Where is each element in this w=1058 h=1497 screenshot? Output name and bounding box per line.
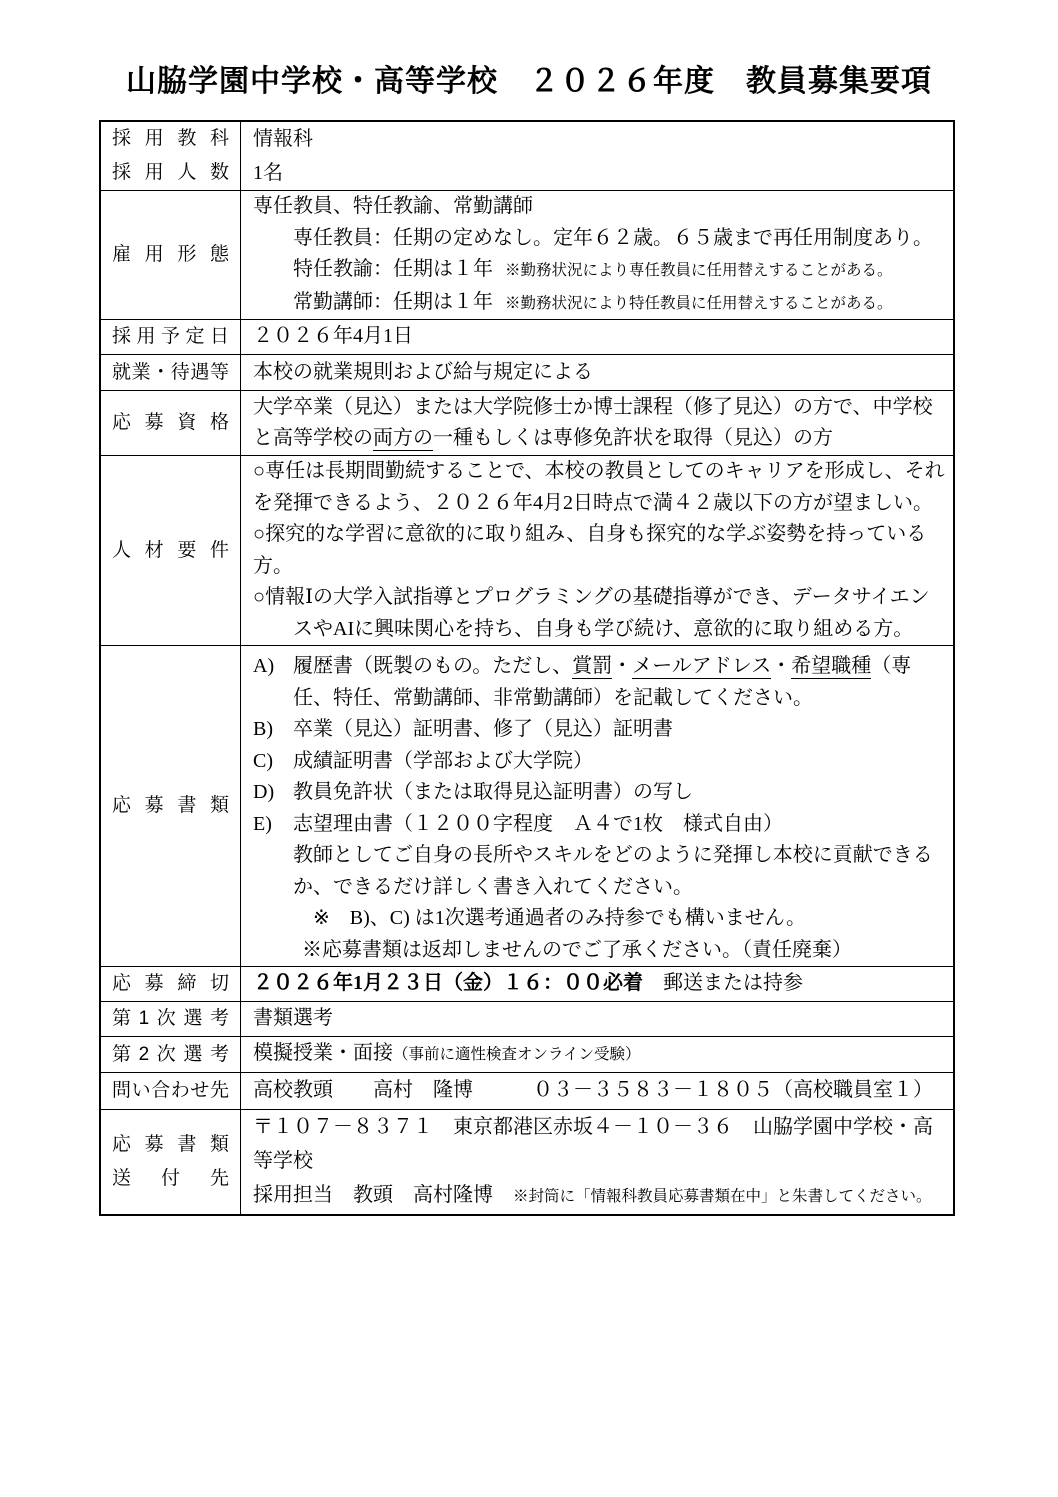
document-item-e (253, 809, 945, 967)
item-d-text: 教員免許状（または取得見込証明書）の写し (293, 781, 693, 803)
row-requirements (101, 455, 953, 645)
employment-line2: 専任教員：任期の定めなし。定年６２歳。６５歳まで再任用制度あり。 (293, 226, 933, 249)
item-e-main: 志望理由書（１２００字程度 Ａ４で1枚 様式自由） (293, 812, 783, 835)
second-screening-main: 模擬授業・面接 (253, 1042, 393, 1065)
item-d-marker: D) (253, 781, 275, 803)
item-a-part2: （専任、特任、常勤講師、非常勤講師）を記載してください。 (293, 655, 912, 709)
start-date-value: ２０２６年4月1日 (253, 325, 413, 348)
requirements-item3: ○情報Ⅰの大学入試指導とプログラミングの基礎指導ができ、データサイエンスやAIに興味関心を持ち、自身も学び続け、意欲的に取り組める方。 (253, 586, 930, 640)
item-a-underline3: 希望職種 (791, 655, 872, 677)
row-first-screening (101, 1001, 953, 1036)
item-a-underline1: 賞罰 (572, 655, 613, 677)
row-qualification (101, 390, 953, 455)
row-value-cell (241, 391, 953, 455)
employment-line4-note: ※勤務状況により特任教員に任用替えすることがある。 (505, 294, 893, 312)
row-value-cell (241, 320, 953, 354)
subject-label: 採用教科 (112, 128, 229, 149)
item-a-sep1: ・ (612, 655, 633, 677)
subject-value: 情報科 (253, 128, 313, 150)
row-label-cell (101, 1037, 241, 1072)
document-item-c (253, 746, 945, 778)
employment-line3-note: ※勤務状況により専任教員に任用替えすることがある。 (505, 262, 893, 279)
row-start-date (101, 319, 953, 354)
qualification-part1: 大学卒業（見込）または大学院修士か博士課程（修了見込）の方で、中学校と高等学校の (253, 395, 933, 449)
row-value-cell (241, 646, 953, 966)
item-e-note3: ※応募書類は返却しませんのでご了承ください。（責任廃棄） (302, 938, 852, 961)
row-value-cell (241, 1110, 953, 1214)
item-e-note2: ※ B)、C) は1次選考通過者のみ持参でも構いません。 (313, 907, 806, 929)
qualification-underlined: 両方の (373, 427, 433, 449)
requirements-item1: ○専任は長期間勤続することで、本校の教員としてのキャリアを形成し、それを発揮できるよう、２０２６年4月2日時点で満４２歳以下の方が望ましい。 (253, 460, 945, 514)
item-a-sep2: ・ (771, 655, 792, 677)
requirements-label: 人材要件 (112, 539, 229, 561)
documents-label: 応募書類 (112, 795, 229, 816)
row-label-cell (101, 391, 241, 455)
work-terms-label: 就業・待遇等 (112, 361, 229, 383)
row-value-cell (241, 355, 953, 390)
item-a-marker: A) (253, 655, 275, 677)
contact-label: 問い合わせ先 (112, 1080, 229, 1101)
deadline-label: 応募締切 (112, 973, 229, 994)
item-a-part1: 履歴書（既製のもの。ただし、 (293, 655, 573, 677)
document-item-b (253, 714, 945, 746)
start-date-label: 採用予定日 (112, 326, 229, 347)
first-screening-value: 書類選考 (253, 1007, 333, 1030)
send-to-address: 〒１０７－８３７１ 東京都港区赤坂４－１０－３６ 山脇学園中学校・高等学校 (253, 1116, 933, 1172)
first-screening-label: 第1次選考 (112, 1008, 229, 1029)
item-e-note1: 教師としてご自身の長所やスキルをどのように発揮し本校に貢献できるか、できるだけ詳しく書き入れてください。 (293, 844, 933, 898)
row-send-to (101, 1109, 953, 1214)
second-screening-note: （事前に適性検査オンライン受験） (393, 1046, 641, 1064)
requirements-item2: ○探究的な学習に意欲的に取り組み、自身も探究的な学ぶ姿勢を持っている方。 (253, 523, 927, 577)
item-a-underline2: メールアドレス (632, 655, 772, 677)
qualification-part3: 一種もしくは専修免許状を取得（見込）の方 (433, 427, 833, 449)
row-value-cell (241, 967, 953, 1001)
send-to-recipient-note: ※封筒に「情報科教員応募書類在中」と朱書してください。 (513, 1188, 932, 1205)
qualification-text (253, 392, 945, 455)
row-documents (101, 645, 953, 966)
deadline-normal: 郵送または持参 (663, 972, 803, 995)
row-value-cell (241, 191, 953, 319)
row-subject-headcount (101, 122, 953, 190)
row-deadline (101, 966, 953, 1001)
document-item-d (253, 777, 945, 809)
item-b-text: 卒業（見込）証明書、修了（見込）証明書 (293, 718, 673, 740)
employment-line4-main: 常勤講師：任期は１年 (293, 290, 493, 313)
row-label-cell (101, 1073, 241, 1109)
row-label-cell (101, 191, 241, 319)
row-label-cell (101, 320, 241, 354)
send-to-recipient-main: 採用担当 教頭 高村隆博 (253, 1184, 513, 1206)
row-label-cell (101, 456, 241, 645)
row-second-screening (101, 1036, 953, 1072)
employment-line4 (253, 287, 945, 320)
item-b-marker: B) (253, 718, 273, 740)
employment-line3-main: 特任教諭：任期は１年 (293, 258, 493, 280)
recruitment-table (99, 120, 955, 1216)
second-screening-label: 第2次選考 (112, 1043, 229, 1065)
row-value-cell (241, 1037, 953, 1072)
send-to-label-line2: 送付先 (112, 1168, 229, 1189)
document-item-a (253, 651, 945, 714)
item-e-marker: E) (253, 812, 272, 835)
row-value-cell (241, 1002, 953, 1036)
row-employment-type (101, 190, 953, 319)
row-value-cell (241, 456, 953, 645)
row-value-cell (241, 1073, 953, 1109)
row-label-cell (101, 122, 241, 190)
row-work-terms (101, 354, 953, 390)
item-c-marker: C) (253, 749, 273, 772)
employment-label: 雇用形態 (112, 244, 229, 265)
deadline-bold: ２０２６年1月２３日（金）１６：００必着 (253, 972, 643, 995)
row-value-cell (241, 122, 953, 190)
row-contact (101, 1072, 953, 1109)
employment-line3 (253, 254, 945, 287)
item-e-text (293, 809, 945, 967)
headcount-value: 1名 (253, 162, 283, 184)
send-to-label-line1: 応募書類 (112, 1134, 229, 1155)
row-label-cell (101, 1002, 241, 1036)
row-label-cell (101, 355, 241, 390)
employment-line1: 専任教員、特任教諭、常勤講師 (253, 195, 533, 217)
second-screening-text (253, 1038, 945, 1071)
work-terms-value: 本校の就業規則および給与規定による (253, 360, 593, 383)
row-label-cell (101, 646, 241, 966)
headcount-label: 採用人数 (112, 162, 229, 183)
row-label-cell (101, 967, 241, 1001)
deadline-text (253, 968, 945, 1000)
contact-value: 高校教頭 高村 隆博 ０３－３５８３－１８０５（高校職員室１） (253, 1079, 933, 1102)
page-title: 山脇学園中学校・高等学校 ２０２６年度 教員募集要項 (126, 65, 932, 98)
row-label-cell (101, 1110, 241, 1214)
item-a-text (293, 651, 945, 714)
qualification-label: 応募資格 (112, 412, 229, 433)
send-to-recipient (253, 1178, 945, 1214)
item-c-text: 成績証明書（学部および大学院） (293, 749, 593, 772)
